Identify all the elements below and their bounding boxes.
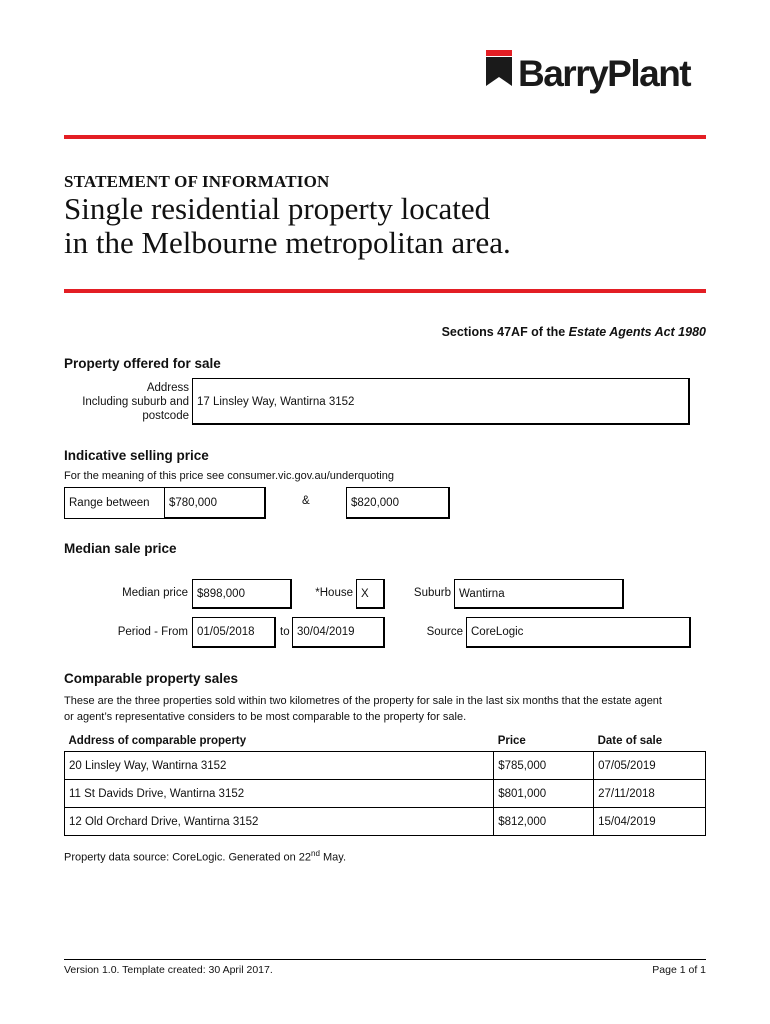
range-label: Range between [64, 487, 164, 519]
brand-logo [486, 50, 708, 100]
table-row [65, 752, 706, 780]
description-line-2: or agent’s representative considers to be most comparable to the property for sale. [64, 711, 467, 723]
table-header-row [65, 731, 706, 752]
sections-prefix: Sections 47AF of the [441, 325, 569, 339]
source-label: Source [426, 626, 463, 638]
page-number: Page 1 of 1 [652, 964, 706, 976]
row-price[interactable]: $801,000 [494, 780, 594, 808]
version-text: Version 1.0. Template created: 30 April 2017. [64, 964, 273, 976]
period-to-field[interactable]: 30/04/2019 [292, 617, 385, 648]
period-to-label: to [280, 626, 290, 638]
house-checkbox[interactable]: X [356, 579, 385, 609]
description-line-1: These are the three properties sold within two kilometres of the property for sale in the last six months that the estate agent [64, 695, 662, 707]
address-label-line-2: Including suburb and [82, 396, 189, 408]
top-divider [64, 135, 706, 139]
table-row [65, 808, 706, 836]
table-row [65, 780, 706, 808]
address-label-line-3: postcode [142, 410, 189, 422]
median-price-field[interactable]: $898,000 [192, 579, 292, 609]
period-from-field[interactable]: 01/05/2018 [192, 617, 276, 648]
act-name: Estate Agents Act 1980 [568, 325, 706, 339]
median-price-label: Median price [122, 587, 188, 599]
column-address: Address of comparable property [68, 735, 247, 747]
row-address[interactable]: 11 St Davids Drive, Wantirna 3152 [65, 780, 494, 808]
data-source-note [64, 849, 346, 864]
address-label-line-1: Address [146, 382, 189, 394]
comparable-description [64, 693, 714, 725]
source-field[interactable]: CoreLogic [466, 617, 691, 648]
statement-heading: STATEMENT OF INFORMATION [64, 172, 330, 191]
property-heading: Property offered for sale [64, 356, 221, 371]
source-note-prefix: Property data source: CoreLogic. Generated on 22 [64, 851, 312, 864]
comparable-sales-table [64, 731, 706, 836]
row-date[interactable]: 15/04/2019 [594, 808, 706, 836]
median-heading: Median sale price [64, 541, 177, 556]
comparable-heading: Comparable property sales [64, 671, 239, 686]
logo-mark-icon [486, 50, 512, 86]
suburb-label: Suburb [413, 587, 451, 599]
title-divider [64, 289, 706, 293]
price-high-field[interactable]: $820,000 [346, 487, 450, 519]
address-label [64, 381, 189, 423]
address-field[interactable]: 17 Linsley Way, Wantirna 3152 [192, 378, 690, 425]
row-date[interactable]: 07/05/2019 [594, 752, 706, 780]
range-separator: & [302, 495, 310, 507]
house-label: *House [315, 587, 353, 599]
suburb-field[interactable]: Wantirna [454, 579, 624, 609]
footer-divider [64, 959, 706, 960]
document-title [64, 192, 511, 260]
source-note-suffix: May. [319, 851, 347, 864]
legislation-reference [442, 325, 706, 339]
source-note-superscript: nd [311, 849, 320, 858]
price-low-field[interactable]: $780,000 [164, 487, 266, 519]
period-from-label: Period - From [117, 626, 188, 638]
row-price[interactable]: $785,000 [494, 752, 594, 780]
row-address[interactable]: 20 Linsley Way, Wantirna 3152 [65, 752, 494, 780]
title-line-2: in the Melbourne metropolitan area. [64, 225, 511, 260]
underquoting-note: For the meaning of this price see consumer.vic.gov.au/underquoting [64, 470, 394, 482]
logo-text: BarryPlant [518, 53, 691, 94]
column-date: Date of sale [597, 735, 663, 747]
row-address[interactable]: 12 Old Orchard Drive, Wantirna 3152 [65, 808, 494, 836]
row-price[interactable]: $812,000 [494, 808, 594, 836]
indicative-heading: Indicative selling price [64, 448, 209, 463]
title-line-1: Single residential property located [64, 191, 491, 226]
column-price: Price [497, 735, 526, 747]
row-date[interactable]: 27/11/2018 [594, 780, 706, 808]
